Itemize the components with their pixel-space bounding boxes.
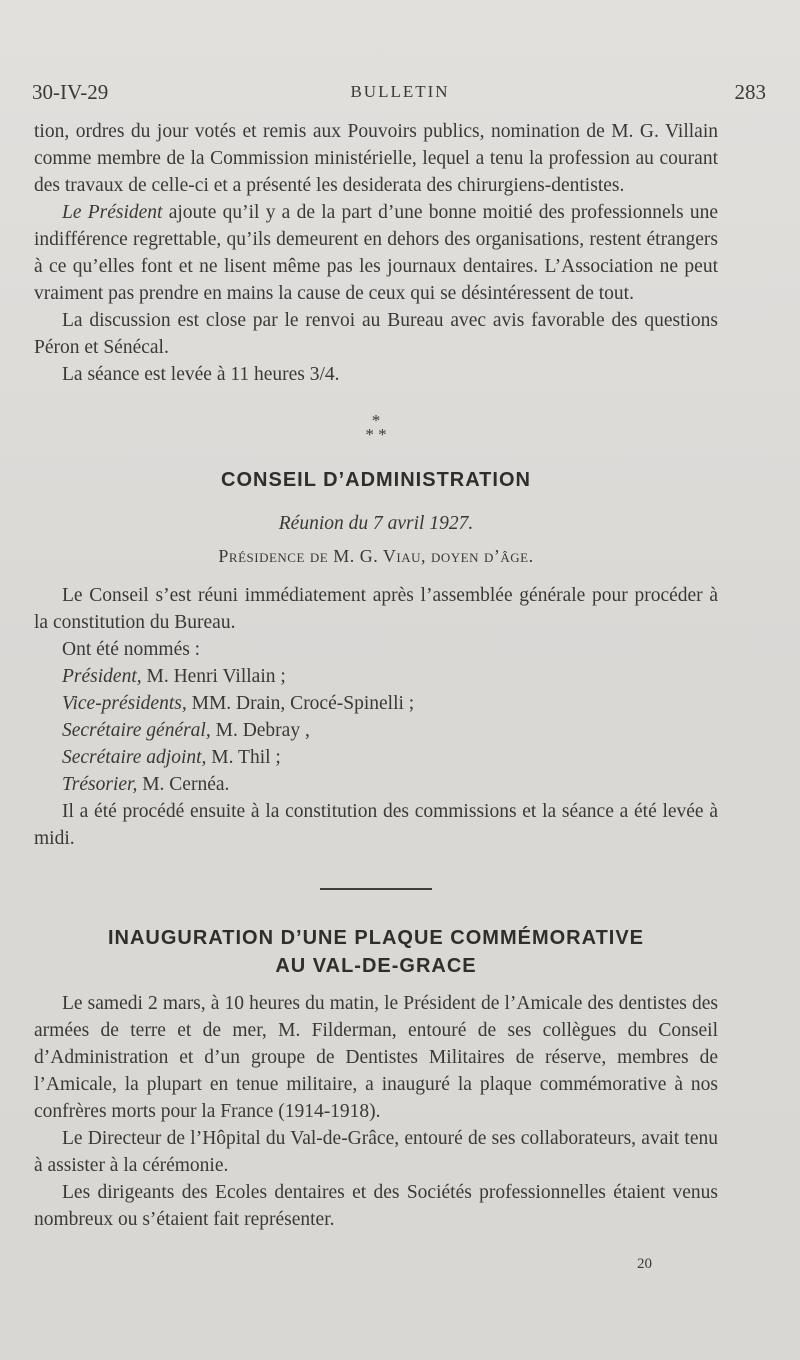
conseil-presidence: Présidence de M. G. Viau, doyen d’âge.: [218, 546, 534, 566]
conseil-named: Ont été nommés :: [62, 639, 201, 660]
intro-paragraph-4: La séance est levée à 11 heures 3/4.: [62, 364, 340, 385]
member-line: [34, 717, 718, 744]
inauguration-title-line-2: AU VAL-DE-GRACE: [275, 955, 477, 977]
page-body: [34, 118, 718, 1233]
member-role: Secrétaire général,: [62, 720, 211, 741]
intro-paragraph-1: tion, ordres du jour votés et remis aux Pouvoirs publics, nomination de M. G. Villain comme membre de la Commission ministérielle, lequel a tenu la profession au courant des travaux de celle-ci et a présenté les desiderata des chirurgiens-dentistes.: [34, 121, 718, 196]
member-role: Président,: [62, 666, 142, 687]
member-name: M. Debray ,: [210, 720, 310, 741]
member-role: Secrétaire adjoint,: [62, 747, 207, 768]
header-date: 30-IV-29: [32, 80, 109, 104]
member-line: [34, 771, 718, 798]
running-header: [0, 76, 800, 106]
inauguration-title-line-1: INAUGURATION D’UNE PLAQUE COMMÉMORATIVE: [107, 927, 645, 949]
member-name: MM. Drain, Crocé-Spinelli ;: [186, 693, 415, 714]
intro-paragraph-3: La discussion est close par le renvoi au Bureau avec avis favorable des questions Péron et Sénécal.: [34, 310, 718, 358]
member-line: [34, 690, 718, 717]
conseil-closing: Il a été procédé ensuite à la constitution des commissions et la séance a été levée à midi.: [34, 801, 718, 849]
member-name: M. Henri Villain ;: [141, 666, 286, 687]
conseil-title: CONSEIL D’ADMINISTRATION: [221, 469, 531, 491]
intro-paragraph-2: [34, 199, 718, 307]
member-line: [34, 663, 718, 690]
inauguration-paragraph-1: Le samedi 2 mars, à 10 heures du matin, le Président de l’Amicale des dentistes des armées de terre et de mer, M. Filderman, entouré de ses collègues du Conseil d’Administration et d’un groupe de Dentistes Militaires de réserve, membres de l’Amicale, la plupart en tenue militaire, a inauguré la plaque commémorative à nos confrères morts pour la France (1914-1918).: [34, 993, 718, 1122]
member-name: M. Thil ;: [206, 747, 281, 768]
header-journal-title: BULLETIN: [350, 82, 450, 101]
section-rule: [320, 888, 432, 890]
member-role: Vice-présidents,: [62, 693, 187, 714]
inauguration-paragraph-2: Le Directeur de l’Hôpital du Val-de-Grâce, entouré de ses collaborateurs, avait tenu à assister à la cérémonie.: [34, 1128, 718, 1176]
member-name: M. Cernéa.: [137, 774, 230, 795]
member-line: [34, 744, 718, 771]
conseil-paragraph-1: Le Conseil s’est réuni immédiatement après l’assemblée générale pour procéder à la constitution du Bureau.: [34, 585, 718, 633]
section-divider-stars: [34, 411, 718, 444]
conseil-date-line: Réunion du 7 avril 1927.: [278, 513, 474, 534]
signature-mark: 20: [637, 1256, 652, 1272]
divider-star-top: *: [371, 411, 381, 430]
intro-paragraph-2-lead: Le Président: [62, 202, 163, 223]
inauguration-paragraph-3: Les dirigeants des Ecoles dentaires et des Sociétés professionnelles étaient venus nombreux ou s’étaient fait représenter.: [34, 1182, 718, 1230]
intro-paragraph-2-text: ajoute qu’il y a de la part d’une bonne moitié des professionnels une indifférence regrettable, qu’ils demeurent en dehors des organisations, restent étrangers à ce qu’elles font et ne lisent même pas les journaux dentaires. L’Association ne peut vraiment pas prendre en mains la cause de ceux qui se désintéressent de tout.: [34, 202, 718, 304]
member-role: Trésorier,: [62, 774, 138, 795]
page-number: 283: [734, 80, 766, 104]
divider-star-bottom: * *: [365, 425, 387, 444]
